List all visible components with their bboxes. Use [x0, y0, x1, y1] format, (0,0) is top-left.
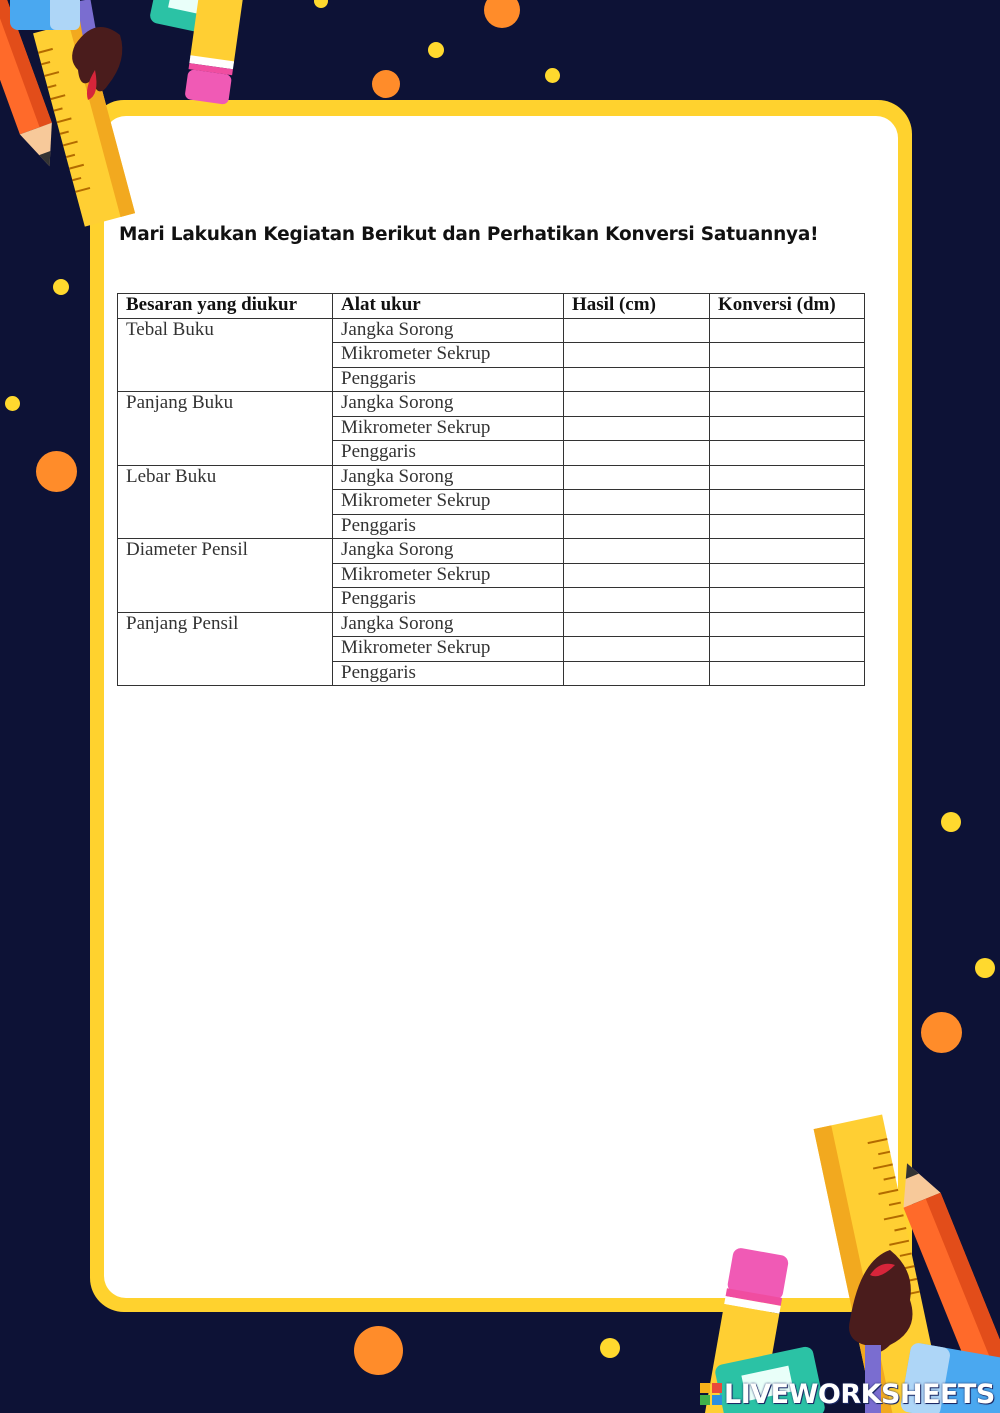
result-cm-input-cell[interactable]: [564, 539, 710, 564]
decor-dot: [5, 396, 20, 411]
table-row: [118, 612, 865, 637]
instrument-cell: Mikrometer Sekrup: [333, 343, 564, 368]
result-cm-input-cell[interactable]: [564, 612, 710, 637]
result-cm-input-cell[interactable]: [564, 490, 710, 515]
liveworksheets-watermark: [700, 1380, 995, 1408]
quantity-cell: Panjang Pensil: [118, 612, 333, 686]
result-cm-input-cell[interactable]: [564, 343, 710, 368]
table-row: [118, 392, 865, 417]
decor-dot: [354, 1326, 403, 1375]
result-cm-input-cell[interactable]: [564, 367, 710, 392]
decor-dot: [53, 279, 69, 295]
instrument-cell: Penggaris: [333, 661, 564, 686]
decor-dot: [921, 1012, 962, 1053]
result-cm-input-cell[interactable]: [564, 514, 710, 539]
decor-dot: [314, 0, 328, 8]
quantity-cell: Tebal Buku: [118, 318, 333, 392]
conversion-dm-input-cell[interactable]: [710, 318, 865, 343]
conversion-dm-input-cell[interactable]: [710, 441, 865, 466]
conversion-dm-input-cell[interactable]: [710, 465, 865, 490]
decor-dot: [600, 1338, 620, 1358]
conversion-dm-input-cell[interactable]: [710, 514, 865, 539]
quantity-cell: Panjang Buku: [118, 392, 333, 466]
instrument-cell: Penggaris: [333, 441, 564, 466]
conversion-dm-input-cell[interactable]: [710, 416, 865, 441]
conversion-dm-input-cell[interactable]: [710, 661, 865, 686]
result-cm-input-cell[interactable]: [564, 588, 710, 613]
decor-dot: [484, 0, 520, 28]
conversion-dm-input-cell[interactable]: [710, 392, 865, 417]
liveworksheets-logo-icon: [700, 1383, 722, 1405]
result-cm-input-cell[interactable]: [564, 637, 710, 662]
header-instrument: Alat ukur: [333, 294, 564, 319]
result-cm-input-cell[interactable]: [564, 392, 710, 417]
conversion-dm-input-cell[interactable]: [710, 588, 865, 613]
decor-dot: [545, 68, 560, 83]
instrument-cell: Penggaris: [333, 514, 564, 539]
stationery-bottom-right-illustration: [690, 1100, 1000, 1413]
header-result-cm: Hasil (cm): [564, 294, 710, 319]
conversion-dm-input-cell[interactable]: [710, 490, 865, 515]
result-cm-input-cell[interactable]: [564, 465, 710, 490]
result-cm-input-cell[interactable]: [564, 318, 710, 343]
table-header-row: [118, 294, 865, 319]
decor-dot: [372, 70, 400, 98]
page-title: Mari Lakukan Kegiatan Berikut dan Perhatikan Konversi Satuannya!: [119, 224, 819, 245]
result-cm-input-cell[interactable]: [564, 563, 710, 588]
conversion-dm-input-cell[interactable]: [710, 343, 865, 368]
quantity-cell: Diameter Pensil: [118, 539, 333, 613]
instrument-cell: Penggaris: [333, 588, 564, 613]
result-cm-input-cell[interactable]: [564, 416, 710, 441]
decor-dot: [941, 812, 961, 832]
instrument-cell: Penggaris: [333, 367, 564, 392]
instrument-cell: Jangka Sorong: [333, 612, 564, 637]
conversion-dm-input-cell[interactable]: [710, 637, 865, 662]
conversion-dm-input-cell[interactable]: [710, 563, 865, 588]
conversion-dm-input-cell[interactable]: [710, 612, 865, 637]
instrument-cell: Jangka Sorong: [333, 465, 564, 490]
instrument-cell: Jangka Sorong: [333, 392, 564, 417]
header-conversion-dm: Konversi (dm): [710, 294, 865, 319]
result-cm-input-cell[interactable]: [564, 661, 710, 686]
conversion-dm-input-cell[interactable]: [710, 539, 865, 564]
measurement-table: [117, 293, 865, 686]
instrument-cell: Mikrometer Sekrup: [333, 490, 564, 515]
conversion-dm-input-cell[interactable]: [710, 367, 865, 392]
table-row: [118, 539, 865, 564]
quantity-cell: Lebar Buku: [118, 465, 333, 539]
header-quantity: Besaran yang diukur: [118, 294, 333, 319]
instrument-cell: Mikrometer Sekrup: [333, 637, 564, 662]
table-row: [118, 465, 865, 490]
instrument-cell: Mikrometer Sekrup: [333, 416, 564, 441]
decor-dot: [428, 42, 444, 58]
decor-dot: [975, 958, 995, 978]
instrument-cell: Jangka Sorong: [333, 539, 564, 564]
table-row: [118, 318, 865, 343]
decor-dot: [36, 451, 77, 492]
stationery-top-left-illustration: [0, 0, 250, 230]
result-cm-input-cell[interactable]: [564, 441, 710, 466]
instrument-cell: Mikrometer Sekrup: [333, 563, 564, 588]
watermark-text: LIVEWORKSHEETS: [724, 1378, 995, 1410]
instrument-cell: Jangka Sorong: [333, 318, 564, 343]
